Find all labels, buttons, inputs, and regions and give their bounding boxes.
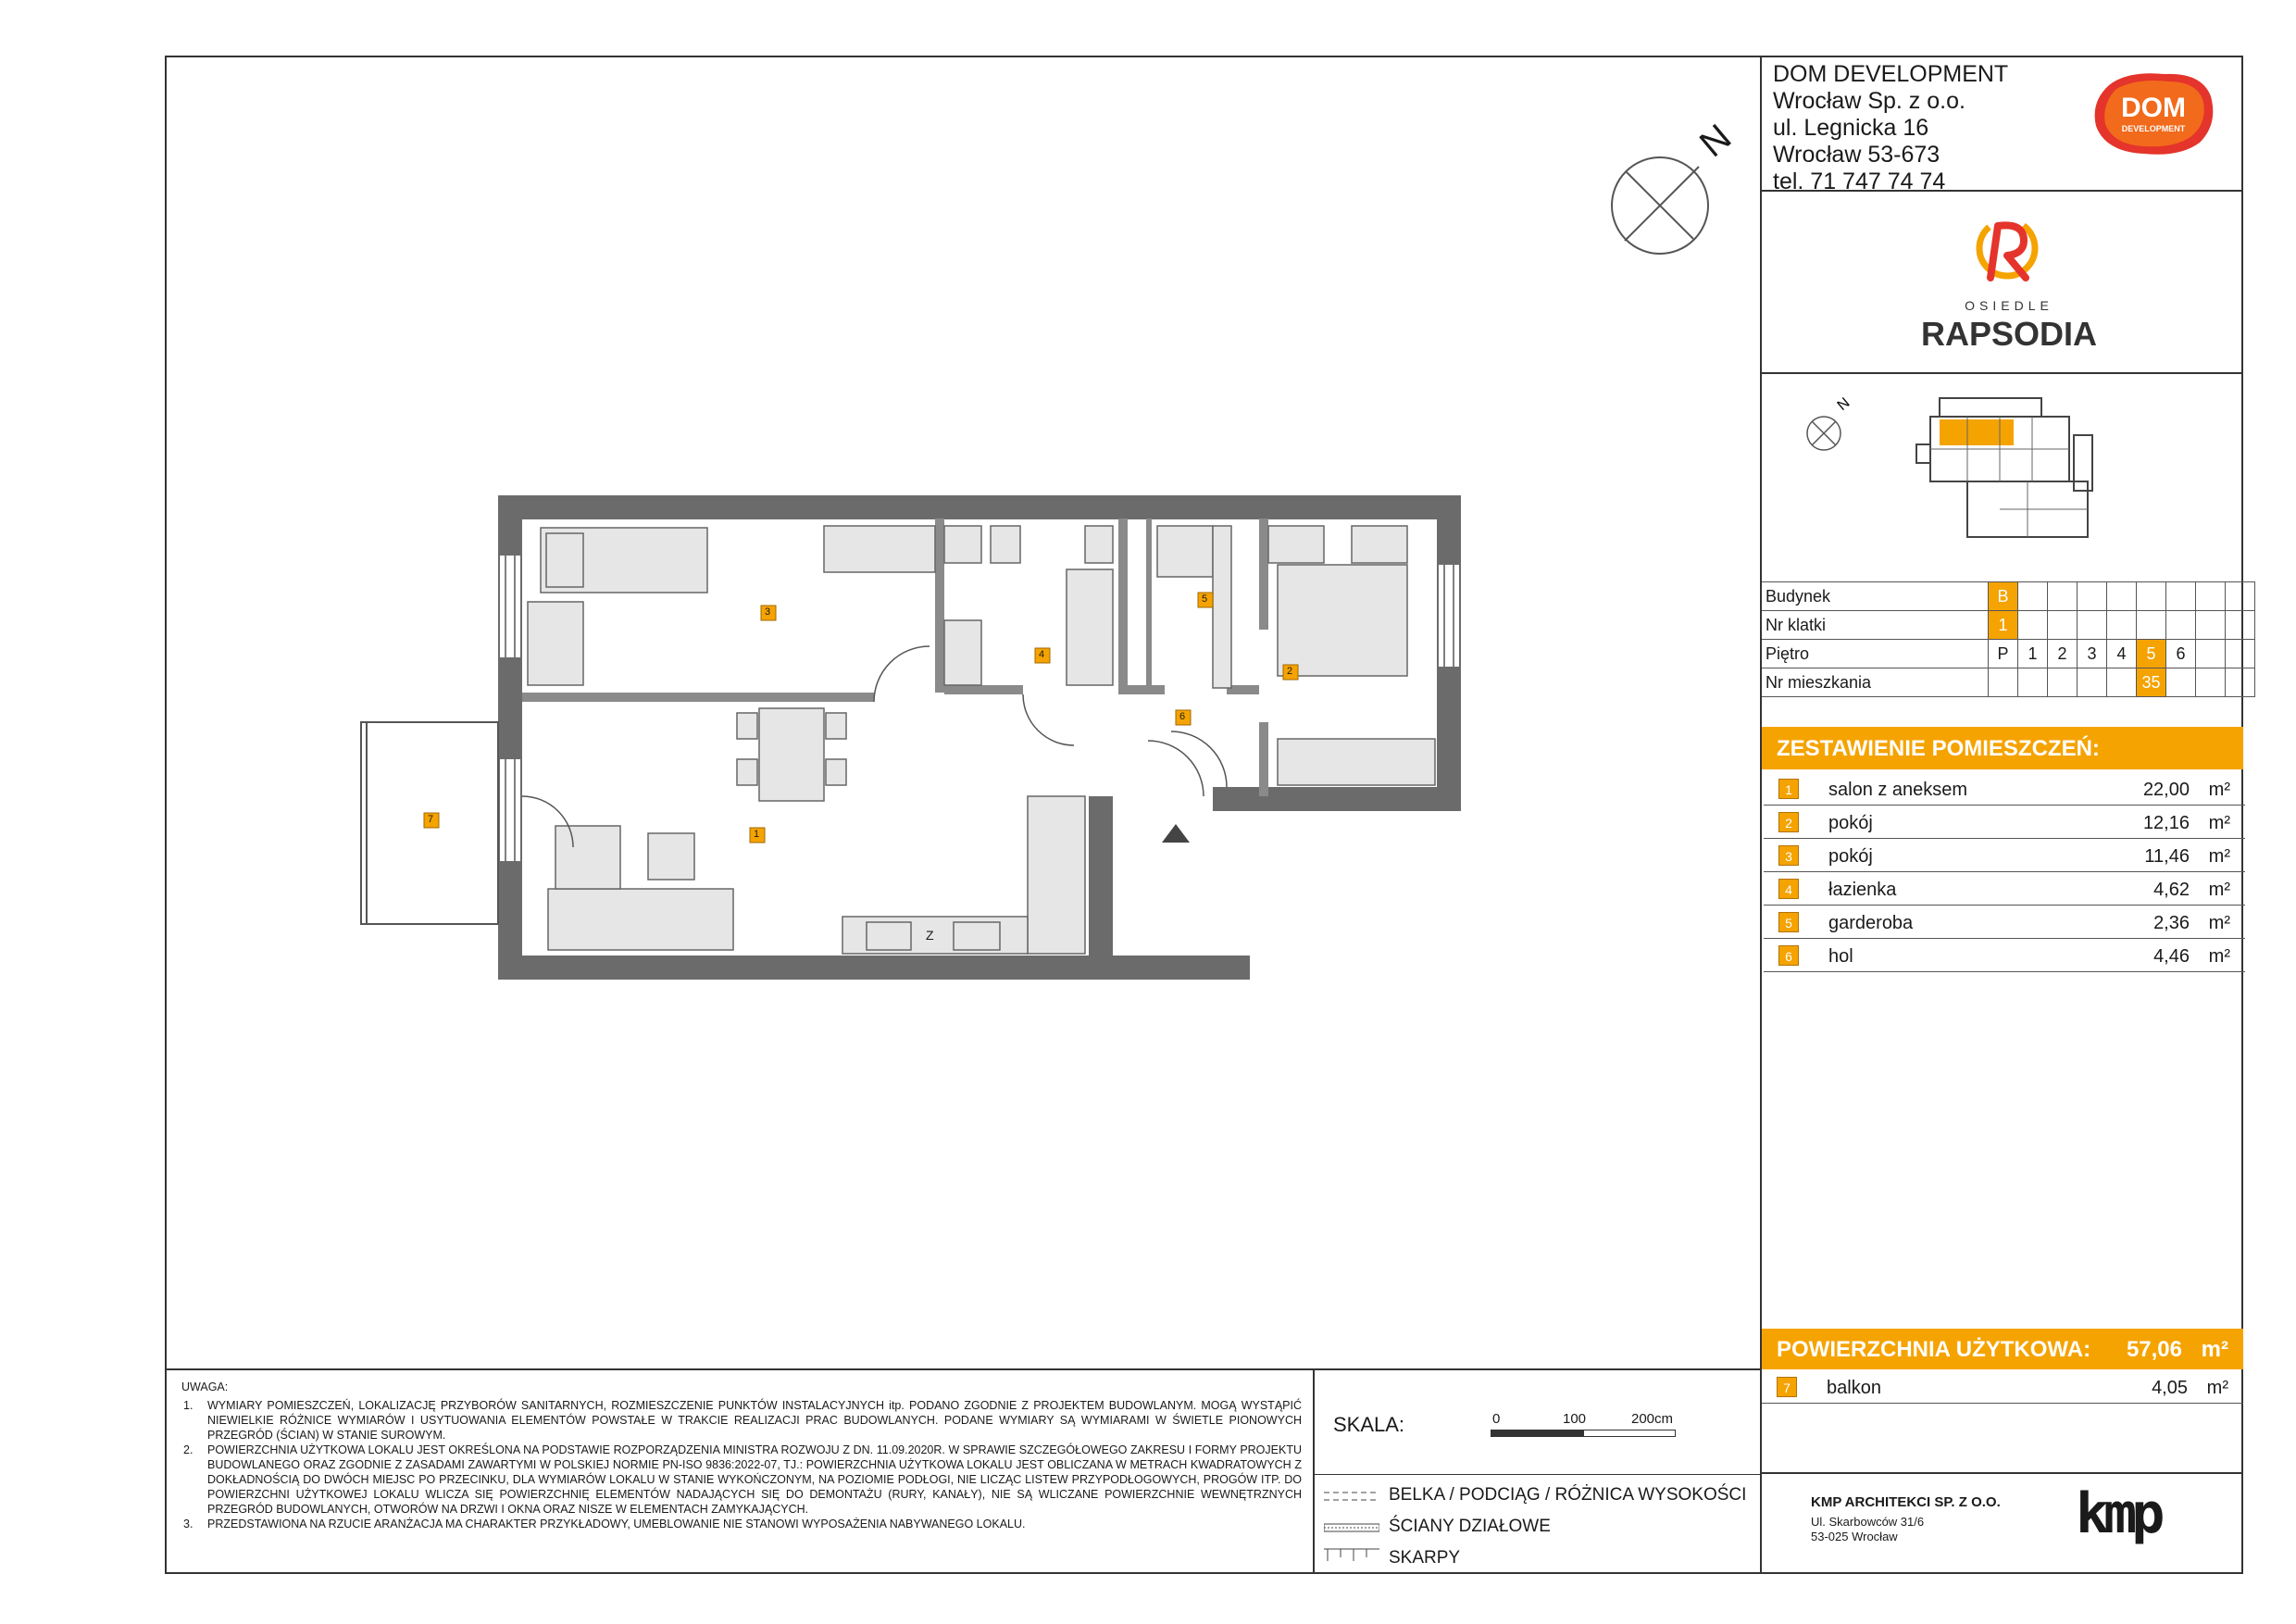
legend-walls-text: ŚCIANY DZIAŁOWE xyxy=(1389,1517,1551,1536)
info-cell xyxy=(2226,611,2255,640)
info-cell: 2 xyxy=(2048,640,2078,668)
room-name: łazienka xyxy=(1828,880,1897,900)
company-street: ul. Legnicka 16 xyxy=(1773,115,1929,141)
notes-divider xyxy=(165,1368,1761,1370)
legend-beam-text: BELKA / PODCIĄG / RÓŻNICA WYSOKOŚCI xyxy=(1389,1485,1747,1505)
north-arrow xyxy=(1606,116,1745,259)
room-area: 2,36 xyxy=(2153,913,2190,933)
scale-bar-dark xyxy=(1491,1430,1583,1437)
room-row xyxy=(1764,772,2245,806)
company-city: Wrocław 53-673 xyxy=(1773,142,1940,168)
info-row xyxy=(1762,668,2255,697)
scale-tick-100: 100 xyxy=(1563,1411,1587,1427)
info-cell: 1 xyxy=(1989,611,2018,640)
total-area: 57,06 xyxy=(2126,1337,2182,1362)
room-area: 22,00 xyxy=(2142,780,2190,800)
osiedle-text: OSIEDLE xyxy=(1965,298,2053,313)
info-cell xyxy=(2137,582,2166,611)
room-unit: m² xyxy=(2208,780,2230,800)
info-cell xyxy=(2048,582,2078,611)
balcony-unit: m² xyxy=(2206,1378,2228,1398)
info-cell xyxy=(2166,668,2196,697)
rooms-header xyxy=(1762,727,2243,769)
info-cell xyxy=(2107,668,2137,697)
architect-street: Ul. Skarbowców 31/6 xyxy=(1811,1515,1925,1529)
note-item xyxy=(181,1398,1302,1443)
info-cell xyxy=(2226,582,2255,611)
info-cell xyxy=(2018,582,2048,611)
company-info xyxy=(1773,61,2008,195)
balcony-name: balkon xyxy=(1827,1378,1881,1398)
room-name: garderoba xyxy=(1828,913,1914,933)
info-cell xyxy=(2226,668,2255,697)
info-row xyxy=(1762,640,2255,668)
total-header xyxy=(1762,1329,2243,1369)
room-area: 4,62 xyxy=(2153,880,2190,900)
fridge-label: Z xyxy=(926,928,934,943)
notes-title: UWAGA: xyxy=(181,1380,229,1393)
legend-beam-icon xyxy=(1324,1489,1379,1498)
info-cell xyxy=(2107,611,2137,640)
info-row-label: Nr mieszkania xyxy=(1762,668,1989,697)
room-unit: m² xyxy=(2208,946,2230,967)
dom-logo-sub: DEVELOPMENT xyxy=(2121,124,2186,133)
room-unit: m² xyxy=(2208,846,2230,867)
info-cell: 1 xyxy=(2018,640,2048,668)
room-label-7: 7 xyxy=(428,814,434,825)
info-cell xyxy=(2078,582,2107,611)
dom-logo-text: DOM xyxy=(2121,93,2186,123)
scale-label: SKALA: xyxy=(1333,1413,1405,1436)
note-text: PRZEDSTAWIONA NA RZUCIE ARANŻACJA MA CHARAKTER PRZYKŁADOWY, UMEBLOWANIE NIE STANOWI WYPOSAŻENIA NABYWANEGO LOKALU. xyxy=(207,1518,1026,1530)
rooms-header-text: ZESTAWIENIE POMIESZCZEŃ: xyxy=(1777,736,2100,761)
scale-bar-light xyxy=(1583,1430,1676,1437)
info-cell: 6 xyxy=(2166,640,2196,668)
info-cell xyxy=(2226,640,2255,668)
info-cell xyxy=(2196,582,2226,611)
info-cell xyxy=(2048,611,2078,640)
legend-walls-icon xyxy=(1324,1520,1379,1530)
balcony-row xyxy=(1762,1370,2243,1404)
room-area: 4,46 xyxy=(2153,946,2190,967)
room-label-1: 1 xyxy=(754,829,760,840)
total-label: POWIERZCHNIA UŻYTKOWA: xyxy=(1777,1337,2091,1362)
north-label: N xyxy=(1691,116,1740,166)
room-num: 2 xyxy=(1778,812,1799,832)
room-area: 11,46 xyxy=(2144,846,2190,867)
room-label-6: 6 xyxy=(1179,711,1186,722)
room-label-5: 5 xyxy=(1202,593,1208,605)
info-row-label: Budynek xyxy=(1762,582,1989,611)
room-unit: m² xyxy=(2208,913,2230,933)
info-cell: 3 xyxy=(2078,640,2107,668)
info-row xyxy=(1762,611,2255,640)
note-text: WYMIARY POMIESZCZEŃ, LOKALIZACJĘ PRZYBORÓW SANITARNYCH, ROZMIESZCZENIE PUNKTÓW INSTALACYJNYCH itp. PODANO ZGODNIE Z PROJEKTEM BUDOWLANYM. MOGĄ WYSTĄPIĆ NIEWIELKIE RÓŻNICE WYMIARÓW I USYTUOWANIA ELEMENTÓW POWSTAŁE W TRAKCIE REALIZACJI PRAC BUDOWLANYCH. PODANE WYMIARY SĄ WYMIARAMI W ŚWIETLE PIONOWYCH PRZEGRÓD (ŚCIAN) W STANIE SUROWYM. xyxy=(207,1399,1302,1442)
info-cell xyxy=(2137,611,2166,640)
info-cell xyxy=(2166,582,2196,611)
room-row xyxy=(1764,906,2245,939)
room-unit: m² xyxy=(2208,813,2230,833)
room-row xyxy=(1764,872,2245,906)
note-num: 1. xyxy=(183,1399,193,1412)
info-cell xyxy=(2196,611,2226,640)
rapsodia-logo xyxy=(1870,213,2148,361)
company-name: DOM DEVELOPMENT xyxy=(1773,61,2009,87)
info-cell xyxy=(2018,668,2048,697)
info-cell xyxy=(2196,668,2226,697)
info-row-label: Nr klatki xyxy=(1762,611,1989,640)
note-item xyxy=(181,1443,1302,1517)
room-name: pokój xyxy=(1828,846,1873,867)
room-num: 6 xyxy=(1778,945,1799,966)
panel-line xyxy=(1760,372,2243,374)
room-name: hol xyxy=(1828,946,1853,967)
floor-plan xyxy=(343,491,1602,991)
info-cell: 5 xyxy=(2137,640,2166,668)
rapsodia-text: RAPSODIA xyxy=(1920,315,2098,353)
room-area: 12,16 xyxy=(2142,813,2190,833)
info-cell xyxy=(2166,611,2196,640)
company-line2: Wrocław Sp. z o.o. xyxy=(1773,88,1965,114)
scale-bar xyxy=(1491,1430,1676,1437)
svg-text:N: N xyxy=(1834,394,1853,415)
room-label-3: 3 xyxy=(765,606,771,618)
info-row-label: Piętro xyxy=(1762,640,1989,668)
legend-top-divider xyxy=(1313,1474,1761,1475)
balcony-num: 7 xyxy=(1777,1377,1797,1397)
note-num: 3. xyxy=(183,1518,193,1530)
info-cell xyxy=(2078,611,2107,640)
info-cell xyxy=(2048,668,2078,697)
company-phone: tel. 71 747 74 74 xyxy=(1773,169,1946,194)
room-num: 4 xyxy=(1778,879,1799,899)
room-row xyxy=(1764,839,2245,872)
info-table xyxy=(1762,581,2255,697)
info-cell xyxy=(2107,582,2137,611)
total-unit: m² xyxy=(2201,1337,2228,1362)
scale-tick-200: 200cm xyxy=(1631,1411,1674,1427)
legend-slopes-icon xyxy=(1324,1548,1379,1563)
legend-divider xyxy=(1313,1368,1315,1574)
room-row xyxy=(1764,806,2245,839)
info-cell: 4 xyxy=(2107,640,2137,668)
panel-line xyxy=(1760,1472,2243,1474)
note-text: POWIERZCHNIA UŻYTKOWA LOKALU JEST OKREŚLONA NA PODSTAWIE ROZPORZĄDZENIA MINISTRA ROZWOJU Z DN. 11.09.2020R. W SPRAWIE SZCZEGÓŁOWEGO ZAKRESU I FORMY PROJEKTU BUDOWLANEGO ORAZ ZGODNIE Z ZASADAMI ZAWARTYMI W POLSKIEJ NORMIE PN-ISO 9836:2022-07, TJ.: POWIERZCHNIA UŻYTKOWA LOKALU JEST OBLICZANA W METRACH KWADRATOWYCH Z DOKŁADNOŚCIĄ DO DWÓCH MIEJSC PO PRZECINKU, DLA WYMIARÓW LOKALU W STANIE WYKOŃCZONYM, NA POZIOMIE PODŁOGI, NIE LICZĄC LISTEW PRZYPODŁOGOWYCH, PROGÓW ITP. DO POWIERZCHNI UŻYTKOWEJ LOKALU WLICZA SIĘ POWIERZCHNIĘ ELEMENTÓW NADAJĄCYCH SIĘ DO DEMONTAŻU (RURY, KANAŁY), NIE SĄ WLICZANE POWIERZCHNIE WEWNĘTRZNYCH PRZEGRÓD BUDOWLANYCH, OTWORÓW NA DRZWI I OKNA ORAZ NISZE W ELEMENTACH ZAMYKAJĄCYCH. xyxy=(207,1443,1302,1516)
note-item xyxy=(181,1517,1302,1531)
room-name: salon z aneksem xyxy=(1828,780,1968,800)
legend-slopes-text: SKARPY xyxy=(1389,1548,1461,1568)
rapsodia-r-icon xyxy=(1970,213,2044,287)
room-row xyxy=(1764,939,2245,972)
room-num: 5 xyxy=(1778,912,1799,932)
kmp-logo: kmp xyxy=(2076,1481,2160,1546)
info-cell xyxy=(2018,611,2048,640)
room-label-2: 2 xyxy=(1287,666,1293,677)
info-cell: P xyxy=(1989,640,2018,668)
info-cell xyxy=(2196,640,2226,668)
dom-development-logo xyxy=(2090,69,2216,157)
notes xyxy=(181,1380,1302,1531)
key-plan xyxy=(1796,389,2129,556)
room-num: 1 xyxy=(1778,779,1799,799)
balcony-area: 4,05 xyxy=(2152,1378,2188,1398)
room-label-4: 4 xyxy=(1039,649,1045,660)
architect-name: KMP ARCHITEKCI SP. Z O.O. xyxy=(1811,1494,2001,1510)
room-num: 3 xyxy=(1778,845,1799,866)
scale-tick-0: 0 xyxy=(1492,1411,1501,1427)
info-cell xyxy=(1989,668,2018,697)
info-cell: 35 xyxy=(2137,668,2166,697)
note-num: 2. xyxy=(183,1443,193,1456)
info-cell: B xyxy=(1989,582,2018,611)
architect-city: 53-025 Wrocław xyxy=(1811,1530,1898,1543)
info-cell xyxy=(2078,668,2107,697)
info-row xyxy=(1762,582,2255,611)
room-name: pokój xyxy=(1828,813,1873,833)
room-unit: m² xyxy=(2208,880,2230,900)
